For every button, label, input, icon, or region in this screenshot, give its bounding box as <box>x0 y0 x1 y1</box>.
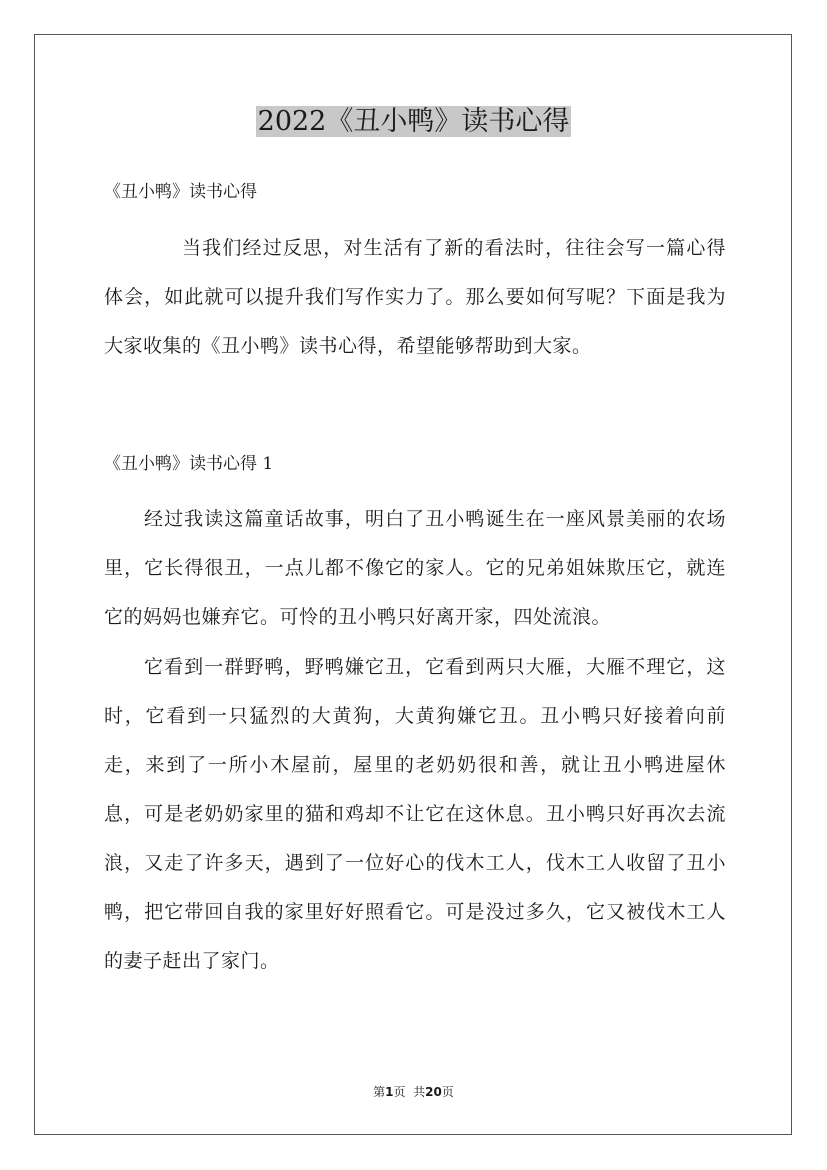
document-title-text: 2022《丑小鸭》读书心得 <box>257 106 570 137</box>
document-title <box>0 104 827 140</box>
total-pages: 20 <box>425 1085 442 1099</box>
page-number: 1 <box>385 1085 394 1099</box>
body-paragraph-2: 它看到一群野鸭，野鸭嫌它丑，它看到两只大雁，大雁不理它，这时，它看到一只猛烈的大黄狗，大黄狗嫌它丑。丑小鸭只好接着向前走，来到了一所小木屋前，屋里的老奶奶很和善，就让丑小鸭进屋休息，可是老奶奶家里的猫和鸡却不让它在这休息。丑小鸭只好再次去流浪，又走了许多天，遇到了一位好心的伐木工人，伐木工人收留了丑小鸭，把它带回自我的家里好好照看它。可是没过多久，它又被伐木工人的妻子赶出了家门。 <box>104 656 726 972</box>
body-paragraph-1: 经过我读这篇童话故事，明白了丑小鸭诞生在一座风景美丽的农场里，它长得很丑，一点儿都不像它的家人。它的兄弟姐妹欺压它，就连它的妈妈也嫌弃它。可怜的丑小鸭只好离开家，四处流浪。 <box>104 508 726 628</box>
section-heading: 《丑小鸭》读书心得 1 <box>104 454 274 474</box>
total-suffix: 页 <box>441 1085 454 1099</box>
total-prefix: 共 <box>413 1085 426 1099</box>
page-suffix: 页 <box>393 1085 406 1099</box>
page-footer <box>0 1084 827 1100</box>
page-prefix: 第 <box>373 1085 386 1099</box>
document-subtitle: 《丑小鸭》读书心得 <box>104 182 257 202</box>
intro-paragraph: 当我们经过反思，对生活有了新的看法时，往往会写一篇心得体会，如此就可以提升我们写作实力了。那么要如何写呢？下面是我为大家收集的《丑小鸭》读书心得，希望能够帮助到大家。 <box>104 237 726 357</box>
